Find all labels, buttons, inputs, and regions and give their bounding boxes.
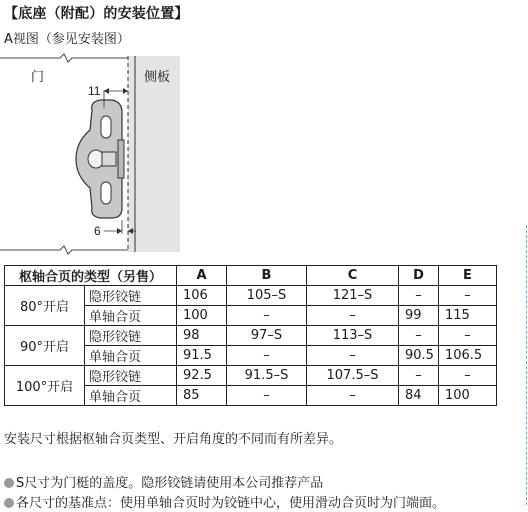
- value-e: 115: [438, 306, 496, 326]
- value-d: –: [399, 366, 439, 386]
- type-cell: 单轴合页: [85, 306, 177, 326]
- angle-cell: 90°开启: [5, 326, 85, 366]
- bullet-note-2: [4, 492, 445, 511]
- bullet-text: S尺寸为门梃的盖度。隐形铰链请使用本公司推荐产品: [16, 476, 324, 491]
- value-a: 100: [177, 306, 227, 326]
- mounting-slot-top: [101, 116, 111, 138]
- angle-cell: 100°开启: [5, 366, 85, 406]
- door-label: 门: [31, 70, 45, 85]
- value-b: –: [227, 386, 307, 406]
- value-b: 105–S: [227, 286, 307, 306]
- type-cell: 隐形铰链: [85, 326, 177, 346]
- header-c: C: [307, 266, 399, 286]
- value-d: –: [399, 286, 439, 306]
- mounting-slot-bottom: [101, 182, 111, 204]
- value-e: –: [438, 326, 496, 346]
- bullet-note-1: [4, 472, 323, 491]
- value-a: 85: [177, 386, 227, 406]
- value-d: 99: [399, 306, 439, 326]
- header-a: A: [177, 266, 227, 286]
- header-hinge-type: 枢轴合页的类型（另售）: [5, 266, 177, 286]
- value-e: –: [438, 286, 496, 306]
- value-a: 106: [177, 286, 227, 306]
- bullet-text: 各尺寸的基准点：使用单轴合页时为铰链中心，使用滑动合页时为门端面。: [16, 496, 446, 511]
- header-e: E: [438, 266, 496, 286]
- value-e: 106.5: [438, 346, 496, 366]
- value-c: –: [307, 306, 399, 326]
- table-header-row: [5, 266, 497, 286]
- type-cell: 隐形铰链: [85, 366, 177, 386]
- spec-table: [4, 265, 497, 406]
- base-flange: [118, 140, 124, 178]
- value-d: 84: [399, 386, 439, 406]
- type-cell: 隐形铰链: [85, 286, 177, 306]
- install-note: 安装尺寸根据枢轴合页类型、开启角度的不同而有所差异。: [4, 432, 343, 447]
- value-e: –: [438, 366, 496, 386]
- table-row: [5, 286, 497, 306]
- value-b: –: [227, 346, 307, 366]
- value-c: 113–S: [307, 326, 399, 346]
- value-d: –: [399, 326, 439, 346]
- value-c: 121–S: [307, 286, 399, 306]
- value-b: 91.5–S: [227, 366, 307, 386]
- value-b: 97–S: [227, 326, 307, 346]
- side-panel-label: 侧板: [144, 70, 171, 85]
- value-d: 90.5: [399, 346, 439, 366]
- angle-cell: 80°开启: [5, 286, 85, 326]
- table-row: [5, 326, 497, 346]
- type-cell: 单轴合页: [85, 346, 177, 366]
- header-d: D: [399, 266, 439, 286]
- value-e: 100: [438, 386, 496, 406]
- value-c: –: [307, 386, 399, 406]
- value-a: 91.5: [177, 346, 227, 366]
- type-cell: 单轴合页: [85, 386, 177, 406]
- header-b: B: [227, 266, 307, 286]
- bullet-dot-icon: [4, 498, 14, 508]
- value-a: 98: [177, 326, 227, 346]
- value-c: –: [307, 346, 399, 366]
- diagram-caption: A视图（参见安装图）: [4, 32, 130, 47]
- value-a: 92.5: [177, 366, 227, 386]
- table-row: [5, 366, 497, 386]
- value-c: 107.5–S: [307, 366, 399, 386]
- dim-6-label: 6: [94, 224, 101, 238]
- bullet-dot-icon: [4, 478, 14, 488]
- value-b: –: [227, 306, 307, 326]
- dim-11-label: 11: [88, 84, 101, 98]
- page-title: 【底座（附配）的安装位置】: [4, 6, 189, 22]
- pin-collar: [102, 152, 116, 166]
